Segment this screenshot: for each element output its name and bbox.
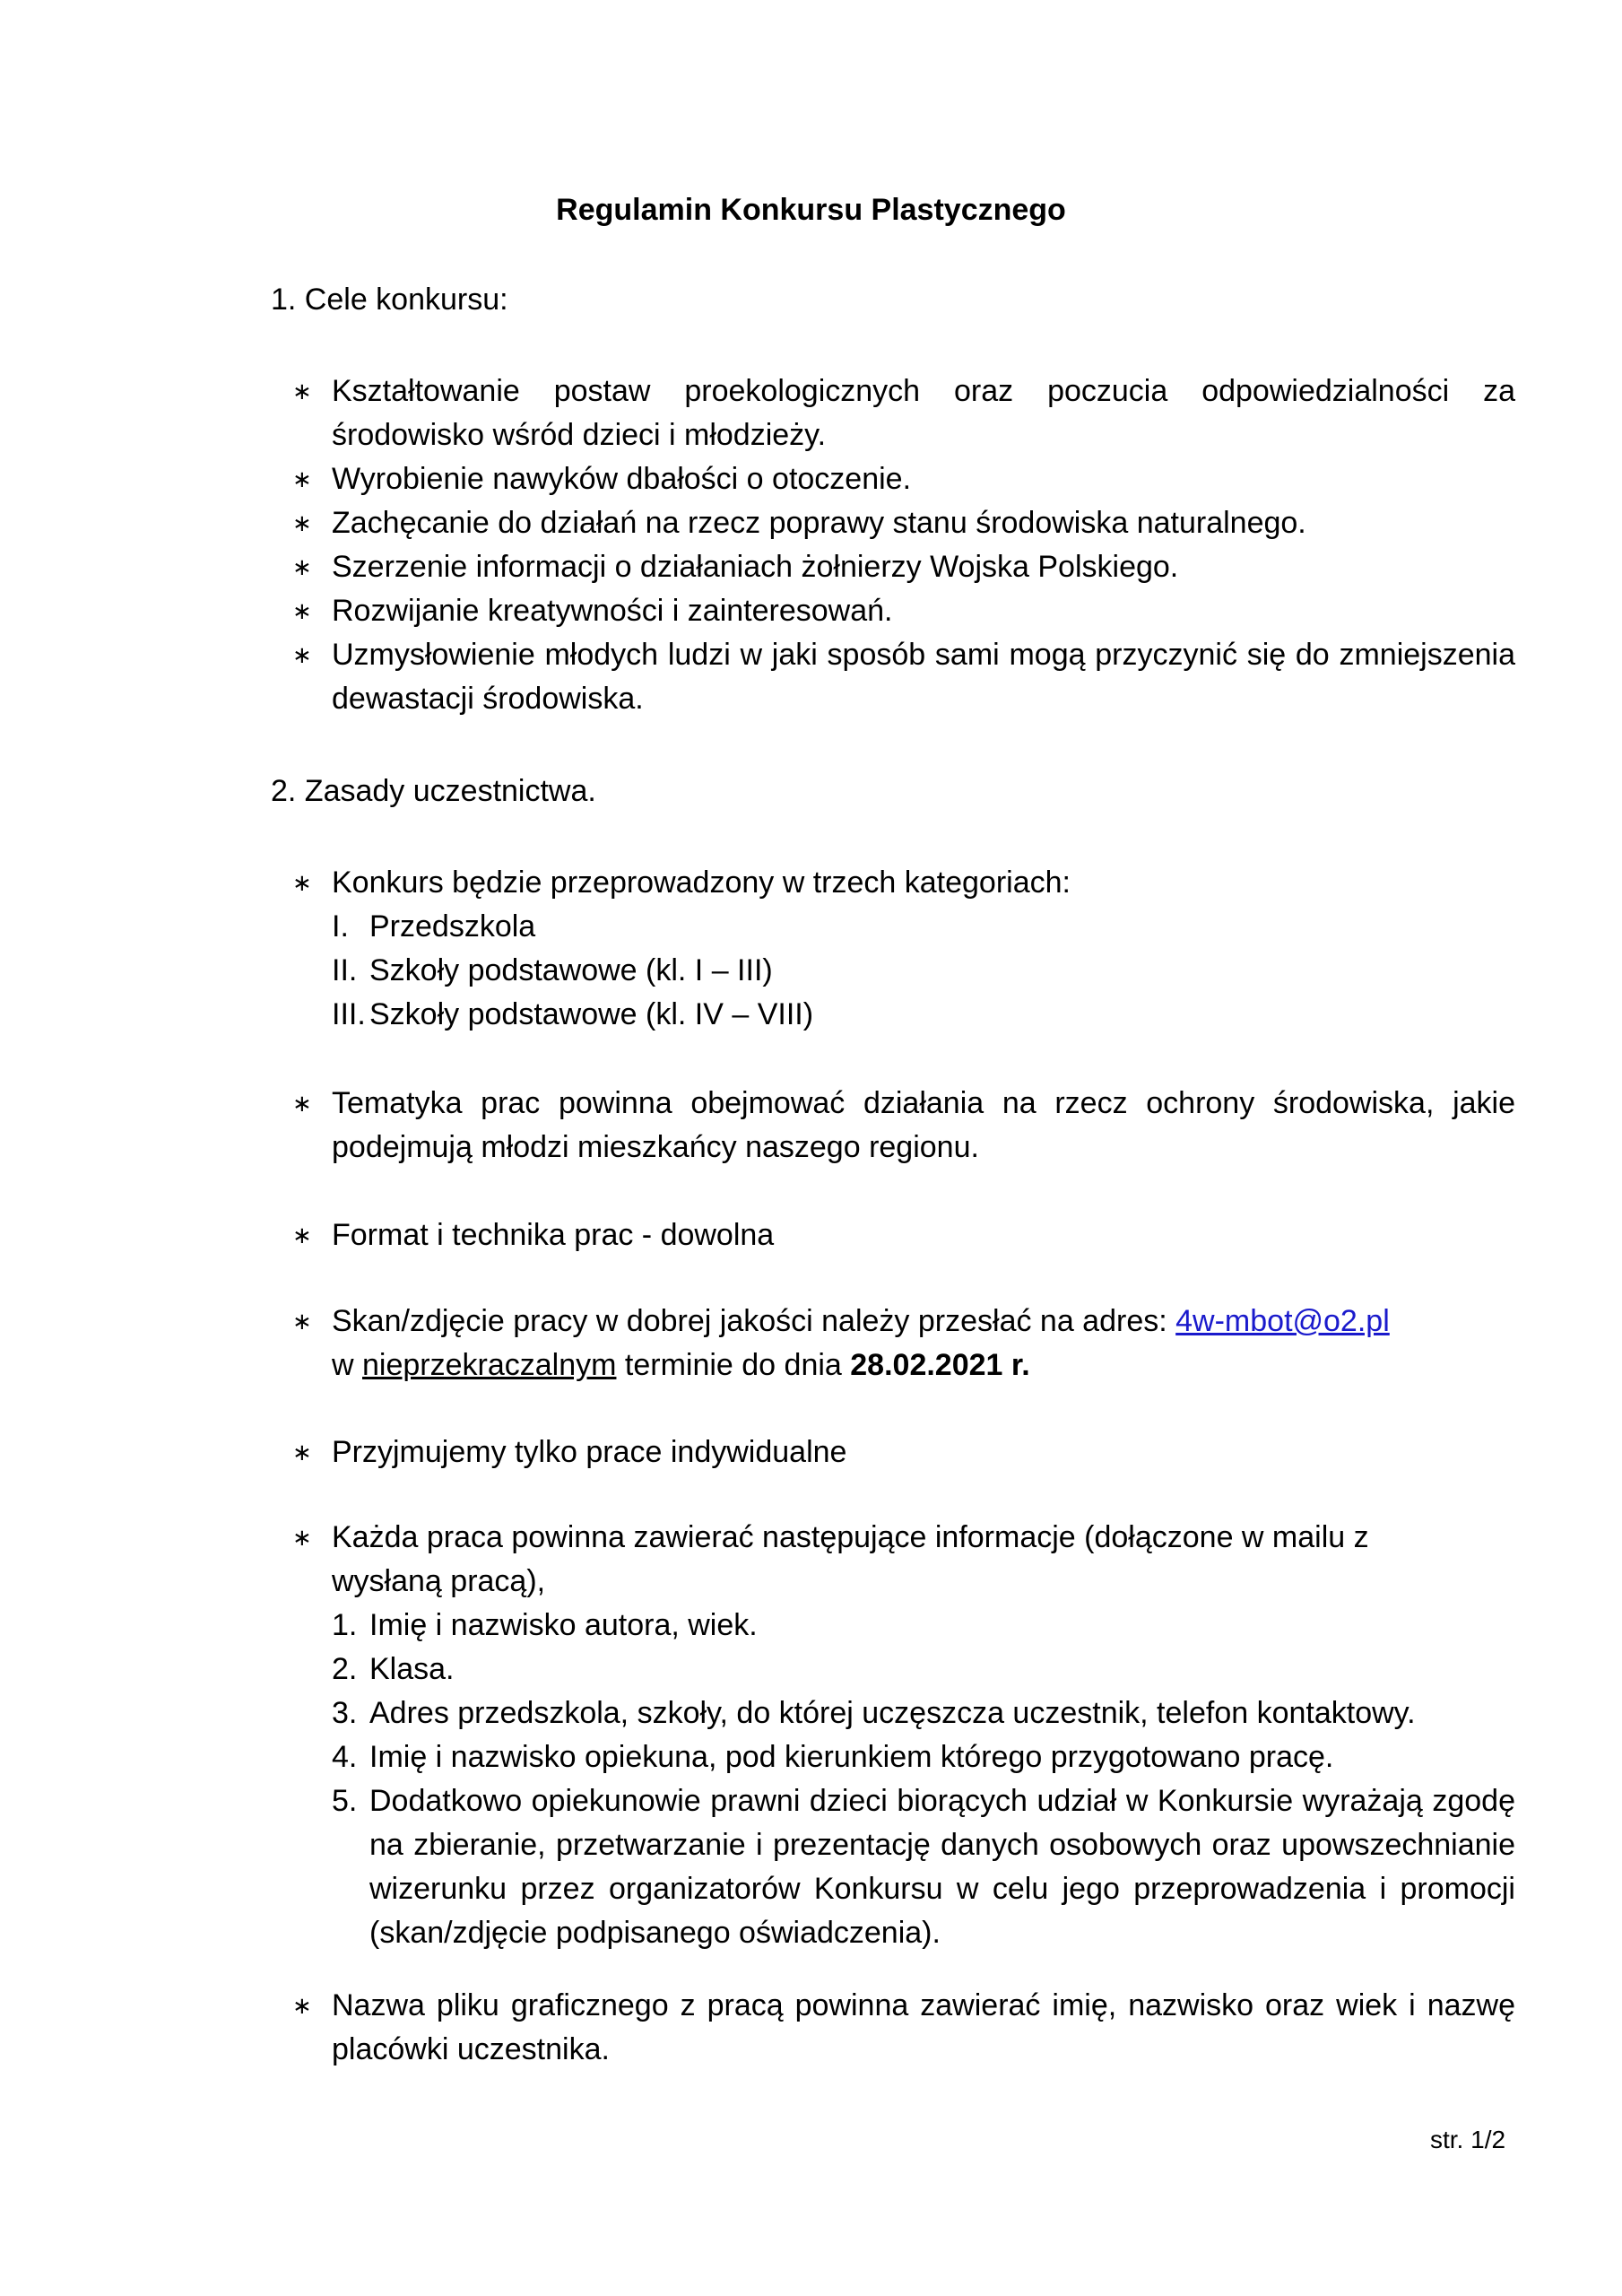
bullet-asterisk-icon: ∗ [292, 1524, 312, 1551]
bullet-asterisk-icon: ∗ [292, 597, 312, 624]
individual-block [292, 1431, 1515, 1474]
bullet-asterisk-icon: ∗ [292, 1222, 312, 1248]
format-block [292, 1213, 1515, 1257]
info-item: 5. Dodatkowo opiekunowie prawni dzieci biorących udział w Konkursie wyrażają zgodę na zbieranie, przetwarzanie i prezentację danych osobowych oraz upowszechnianie wizerunku przez organizatorów Konkursu w celu jego przeprowadzenia i promocji (skan/zdjęcie podpisanego oświadczenia). [332, 1784, 1515, 1950]
section-1-heading: 1. Cele konkursu: [271, 283, 508, 317]
bullet-asterisk-icon: ∗ [292, 553, 312, 580]
page-number: str. 1/2 [1430, 2126, 1506, 2153]
submit-block [292, 1300, 1515, 1387]
list-item: ∗ Skan/zdjęcie pracy w dobrej jakości należy przesłać na adres: 4w-mbot@o2.pl w nieprzekraczalnym terminie do dnia 28.02.2021 r. [292, 1300, 1515, 1387]
section-2-heading: 2. Zasady uczestnictwa. [271, 774, 596, 808]
categories-block [292, 861, 1515, 1037]
category-item: II. Szkoły podstawowe (kl. I – III) [332, 953, 773, 987]
bullet-asterisk-icon: ∗ [292, 378, 312, 404]
email-link[interactable]: 4w-mbot@o2.pl [1175, 1304, 1390, 1338]
bullet-asterisk-icon: ∗ [292, 869, 312, 896]
categories-list [292, 905, 1515, 1037]
info-item: 2. Klasa. [332, 1652, 455, 1686]
bullet-asterisk-icon: ∗ [292, 1439, 312, 1465]
info-item: 3. Adres przedszkola, szkoły, do której uczęszcza uczestnik, telefon kontaktowy. [332, 1696, 1416, 1730]
section-1-list [292, 370, 1515, 721]
list-item: ∗ Nazwa pliku graficznego z pracą powinna zawierać imię, nazwisko oraz wiek i nazwę placówki uczestnika. [292, 1984, 1515, 2072]
bullet-asterisk-icon: ∗ [292, 1992, 312, 2019]
list-item: ∗ Rozwijanie kreatywności i zainteresowań. [292, 589, 1515, 633]
list-item: ∗ Tematyka prac powinna obejmować działania na rzecz ochrony środowiska, jakie podejmują młodzi mieszkańcy naszego regionu. [292, 1082, 1515, 1170]
info-requirements-list [292, 1604, 1515, 1955]
topic-block [292, 1082, 1515, 1170]
list-item: ∗ Każda praca powinna zawierać następujące informacje (dołączone w mailu z wysłaną pracą), [292, 1516, 1515, 1604]
list-item: ∗ Wyrobienie nawyków dbałości o otoczenie. [292, 457, 1515, 501]
filename-block [292, 1984, 1515, 2072]
bullet-asterisk-icon: ∗ [292, 509, 312, 536]
list-item: ∗ Format i technika prac - dowolna [292, 1213, 1515, 1257]
list-item: ∗ Przyjmujemy tylko prace indywidualne [292, 1431, 1515, 1474]
bullet-asterisk-icon: ∗ [292, 641, 312, 668]
info-block [292, 1516, 1515, 1955]
info-item: 1. Imię i nazwisko autora, wiek. [332, 1608, 758, 1642]
list-item: ∗ Kształtowanie postaw proekologicznych oraz poczucia odpowiedzialności za środowisko wśród dzieci i młodzieży. [292, 370, 1515, 457]
category-item: I. Przedszkola [332, 909, 536, 944]
document-title: Regulamin Konkursu Plastycznego [556, 193, 1066, 227]
bullet-asterisk-icon: ∗ [292, 1090, 312, 1117]
emphasis-underlined: nieprzekraczalnym [362, 1348, 617, 1382]
list-item: ∗ Uzmysłowienie młodych ludzi w jaki sposób sami mogą przyczynić się do zmniejszenia dewastacji środowiska. [292, 633, 1515, 721]
category-item: III. Szkoły podstawowe (kl. IV – VIII) [332, 997, 814, 1031]
info-item: 4. Imię i nazwisko opiekuna, pod kierunkiem którego przygotowano pracę. [332, 1740, 1334, 1774]
list-item: ∗ Szerzenie informacji o działaniach żołnierzy Wojska Polskiego. [292, 545, 1515, 589]
list-item: ∗ Konkurs będzie przeprowadzony w trzech kategoriach: [292, 861, 1515, 905]
bullet-asterisk-icon: ∗ [292, 1308, 312, 1335]
bullet-asterisk-icon: ∗ [292, 465, 312, 492]
deadline-date: 28.02.2021 r. [850, 1348, 1030, 1382]
list-item: ∗ Zachęcanie do działań na rzecz poprawy stanu środowiska naturalnego. [292, 501, 1515, 545]
